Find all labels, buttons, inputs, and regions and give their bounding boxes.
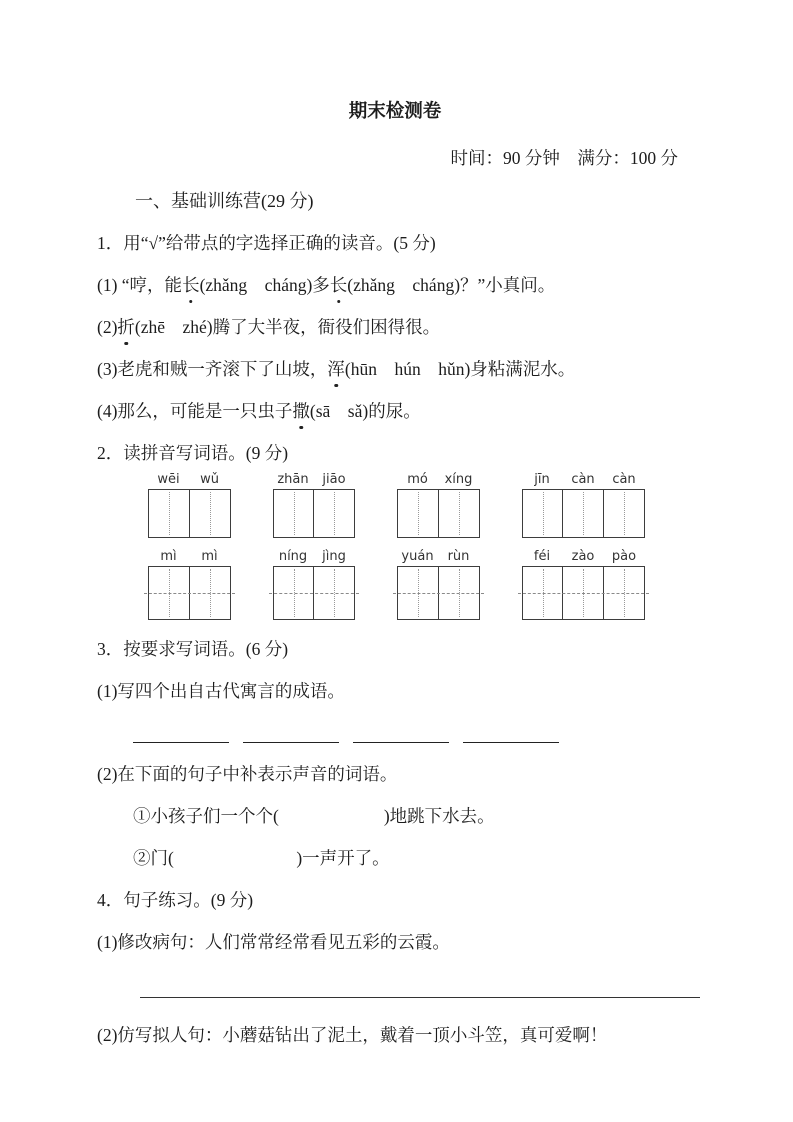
pinyin-labels xyxy=(522,549,645,564)
writing-cell xyxy=(438,489,480,538)
dotted-char: 长 xyxy=(330,272,348,298)
pinyin-syllable: jiāo xyxy=(322,472,346,487)
writing-cell xyxy=(522,489,564,538)
q1-item-2 xyxy=(97,314,733,340)
pinyin-labels xyxy=(148,549,231,564)
pinyin-grid-row-1 xyxy=(148,472,733,538)
q1-item-1-text: (zhǎng cháng)多 xyxy=(199,275,330,295)
pinyin-syllable: jìng xyxy=(322,549,346,564)
q4-item-2: (2)仿写拟人句：小蘑菇钻出了泥土，戴着一顶小斗笠，真可爱啊！ xyxy=(97,1025,608,1045)
writing-cell xyxy=(562,489,604,538)
dotted-char: 浑 xyxy=(327,356,345,382)
q3-item-1: (1)写四个出自古代寓言的成语。 xyxy=(97,681,345,701)
writing-boxes xyxy=(397,566,480,620)
pinyin-labels xyxy=(522,472,645,487)
dotted-char: 折 xyxy=(117,314,135,340)
q1-item-1-text: (zhǎng cháng)？”小真问。 xyxy=(347,275,556,295)
pinyin-word-group xyxy=(148,472,231,538)
writing-cell xyxy=(189,489,231,538)
q1-item-1-text: (1) “哼，能 xyxy=(97,275,183,295)
pinyin-word-group xyxy=(522,472,645,538)
writing-cell xyxy=(313,566,355,620)
question-1-title: 1．用“√”给带点的字选择正确的读音。(5 分) xyxy=(97,233,436,253)
pinyin-syllable: mì xyxy=(201,549,218,564)
pinyin-word-group xyxy=(397,549,480,620)
writing-boxes xyxy=(148,566,231,620)
pinyin-syllable: pào xyxy=(611,549,637,564)
writing-boxes xyxy=(522,489,645,538)
pinyin-labels xyxy=(397,472,480,487)
writing-cell xyxy=(522,566,564,620)
q1-item-4-text: (4)那么，可能是一只虫子 xyxy=(97,401,293,421)
writing-cell xyxy=(273,489,315,538)
q1-item-2-text: (2) xyxy=(97,317,118,337)
writing-boxes xyxy=(273,489,356,538)
pinyin-word-group xyxy=(522,549,645,620)
pinyin-syllable: mó xyxy=(407,472,428,487)
writing-cell xyxy=(313,489,355,538)
dotted-char: 撒 xyxy=(292,398,310,424)
pinyin-grid-row-2 xyxy=(148,549,733,620)
q1-item-2-text: (zhē zhé)腾了大半夜，衙役们困得很。 xyxy=(134,317,441,337)
answer-blank xyxy=(353,736,449,743)
idiom-answer-blanks xyxy=(133,736,733,743)
pinyin-syllable: wǔ xyxy=(200,472,219,487)
answer-blank xyxy=(243,736,339,743)
exam-info: 时间：90 分钟 满分：100 分 xyxy=(450,148,678,168)
writing-cell xyxy=(397,489,439,538)
pinyin-syllable: níng xyxy=(278,549,308,564)
writing-cell xyxy=(603,566,645,620)
pinyin-syllable: yuán xyxy=(401,549,434,564)
answer-blank xyxy=(133,736,229,743)
writing-cell xyxy=(148,489,190,538)
pinyin-word-group xyxy=(148,549,231,620)
pinyin-syllable: jīn xyxy=(534,472,550,487)
pinyin-syllable: wēi xyxy=(157,472,180,487)
writing-boxes xyxy=(522,566,645,620)
writing-cell xyxy=(189,566,231,620)
pinyin-syllable: mì xyxy=(160,549,177,564)
writing-cell xyxy=(562,566,604,620)
q3-item-2: (2)在下面的句子中补表示声音的词语。 xyxy=(97,764,398,784)
answer-blank xyxy=(463,736,559,743)
pinyin-labels xyxy=(273,472,356,487)
question-4-title: 4．句子练习。(9 分) xyxy=(97,890,254,910)
q1-item-3-text: (hūn hún hǔn)身粘满泥水。 xyxy=(344,359,576,379)
pinyin-labels xyxy=(273,549,356,564)
q1-item-3-text: (3)老虎和贼一齐滚下了山坡， xyxy=(97,359,328,379)
pinyin-syllable: zào xyxy=(571,549,595,564)
pinyin-word-group xyxy=(397,472,480,538)
pinyin-syllable: càn xyxy=(571,472,595,487)
section-heading: 一、基础训练营(29 分) xyxy=(135,191,314,211)
writing-boxes xyxy=(397,489,480,538)
q4-item-1: (1)修改病句：人们常常经常看见五彩的云霞。 xyxy=(97,932,450,952)
writing-cell xyxy=(397,566,439,620)
q1-item-1 xyxy=(97,272,733,298)
pinyin-syllable: xíng xyxy=(444,472,473,487)
writing-boxes xyxy=(148,489,231,538)
q3-sub-1: ①小孩子们一个个( )地跳下水去。 xyxy=(133,806,495,826)
pinyin-syllable: rùn xyxy=(447,549,470,564)
writing-boxes xyxy=(273,566,356,620)
pinyin-syllable: càn xyxy=(612,472,636,487)
page-title: 期末检测卷 xyxy=(348,102,442,122)
question-2-title: 2．读拼音写词语。(9 分) xyxy=(97,443,289,463)
pinyin-syllable: zhān xyxy=(277,472,309,487)
q1-item-4 xyxy=(97,398,733,424)
pinyin-syllable: féi xyxy=(533,549,551,564)
writing-cell xyxy=(273,566,315,620)
pinyin-word-group xyxy=(273,549,356,620)
pinyin-word-group xyxy=(273,472,356,538)
writing-cell xyxy=(603,489,645,538)
q1-item-4-text: (sā sǎ)的尿。 xyxy=(309,401,421,421)
pinyin-labels xyxy=(148,472,231,487)
question-3-title: 3．按要求写词语。(6 分) xyxy=(97,639,289,659)
q1-item-3 xyxy=(97,356,733,382)
q3-sub-2: ②门( )一声开了。 xyxy=(133,848,390,868)
sentence-answer-blank xyxy=(140,991,700,998)
pinyin-labels xyxy=(397,549,480,564)
writing-cell xyxy=(148,566,190,620)
dotted-char: 长 xyxy=(182,272,200,298)
writing-cell xyxy=(438,566,480,620)
